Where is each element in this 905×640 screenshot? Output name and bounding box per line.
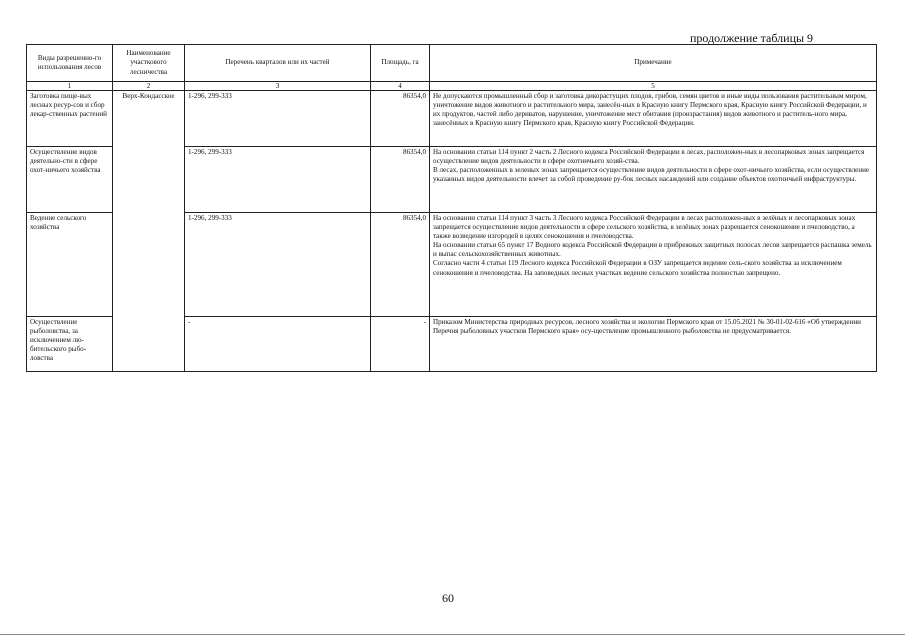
note-cell bbox=[430, 213, 877, 317]
table-header-row bbox=[27, 45, 877, 82]
permitted-use-table bbox=[26, 44, 877, 372]
header-quarters: Перечень кварталов или их частей bbox=[185, 45, 371, 82]
use-type-cell: Заготовка пище-вых лесных ресур-сов и сбор лекар-ственных растений bbox=[27, 91, 113, 147]
note-cell bbox=[430, 147, 877, 213]
header-area: Площадь, га bbox=[371, 45, 430, 82]
column-number: 4 bbox=[371, 82, 430, 91]
column-number: 1 bbox=[27, 82, 113, 91]
area-cell: 86354,0 bbox=[371, 213, 430, 317]
quarters-cell: - bbox=[185, 317, 371, 372]
area-cell: 86354,0 bbox=[371, 147, 430, 213]
note-paragraph: На основании статьи 114 пункт 2 часть 2 Лесного кодекса Российской Федерации в лесах, расположен-ных в лесопарковых зонах запрещается осуществление видов деятельности в сфере охотничьего хозяй-ства. bbox=[433, 148, 865, 166]
use-type-cell: Осуществление рыболовства, за исключением лю-бительского рыбо-ловства bbox=[27, 317, 113, 372]
area-cell: - bbox=[371, 317, 430, 372]
column-number: 2 bbox=[113, 82, 185, 91]
use-type-cell: Осуществление видов деятельно-сти в сфере охот-ничьего хозяйства bbox=[27, 147, 113, 213]
note-paragraph: В лесах, расположенных в зеленых зонах запрещается осуществление видов деятельности в сфере охот-ничьего хозяйства, если осуществление указанных видов деятельности влечет за собой проведение ру-бок лесных насаждений или создание объектов охотничьей инфраструктуры. bbox=[433, 166, 870, 184]
note-paragraph: Согласно части 4 статьи 119 Лесного кодекса Российской Федерации в ОЗУ запрещается ведение сель-ского хозяйства за исключением сенокошения и пчеловодства. На заповедных лесных участках ведение сельского хозяйства полностью запрещено. bbox=[433, 259, 842, 277]
quarters-cell: 1-296, 299-333 bbox=[185, 213, 371, 317]
note-paragraph: Приказом Министерства природных ресурсов, лесного хозяйства и экологии Пермского края от 15.05.2021 № 30-01-02-616 «Об утверждении Перечня рыболовных участков Пермского края» осу-ществление промышленного рыболовства не предусматривается. bbox=[433, 318, 861, 336]
use-type-cell: Ведение сельского хозяйства bbox=[27, 213, 113, 317]
note-paragraph: На основании статьи 65 пункт 17 Водного кодекса Российской Федерации в прибрежных защитных полосах лесов запрещается распашка земель и выпас сельскохозяйственных животных. bbox=[433, 241, 872, 259]
note-paragraph: На основании статьи 114 пункт 3 часть 3 Лесного кодекса Российской Федерации в лесах расположен-ных в зелёных и лесопарковых зонах запрещается осуществление видов деятельности в сфере сельского хозяйства, в зелёных зонах разрешается сенокошение и пчеловодство, а также возведение изгородей в целях сенокошения и пчеловодства. bbox=[433, 214, 856, 241]
header-use-type: Виды разрешенно-го использования лесов bbox=[27, 45, 113, 82]
table-caption: продолжение таблицы 9 bbox=[690, 31, 814, 45]
header-note: Примечание bbox=[430, 45, 877, 82]
quarters-cell: 1-296, 299-333 bbox=[185, 91, 371, 147]
area-cell: 86354,0 bbox=[371, 91, 430, 147]
column-number: 3 bbox=[185, 82, 371, 91]
page-number: 60 bbox=[442, 591, 454, 605]
quarters-cell: 1-296, 299-333 bbox=[185, 147, 371, 213]
note-cell bbox=[430, 91, 877, 147]
table-row bbox=[27, 91, 877, 147]
column-number: 5 bbox=[430, 82, 877, 91]
column-number-row bbox=[27, 82, 877, 91]
scan-edge-line bbox=[0, 634, 905, 635]
note-paragraph: Не допускаются промышленный сбор и заготовка дикорастущих плодов, грибов, семян цветов и иные виды пользования растительным миром, уничтожение видов животного и растительного мира, занесён-ных в Красную книгу Пермского края, Красную книгу Российской Федерации, и их продуктов, частей либо дериватов, нарушение, уничтожение мест обитания (произрастания) видов животного и раститель-ного мира, занесённых в Красную книгу Пермского края, Красную книгу Российской Федерации. bbox=[433, 92, 867, 128]
header-forestry: Наименование участкового лесничества bbox=[113, 45, 185, 82]
forestry-cell: Верх-Кондасское bbox=[113, 91, 185, 372]
note-cell bbox=[430, 317, 877, 372]
